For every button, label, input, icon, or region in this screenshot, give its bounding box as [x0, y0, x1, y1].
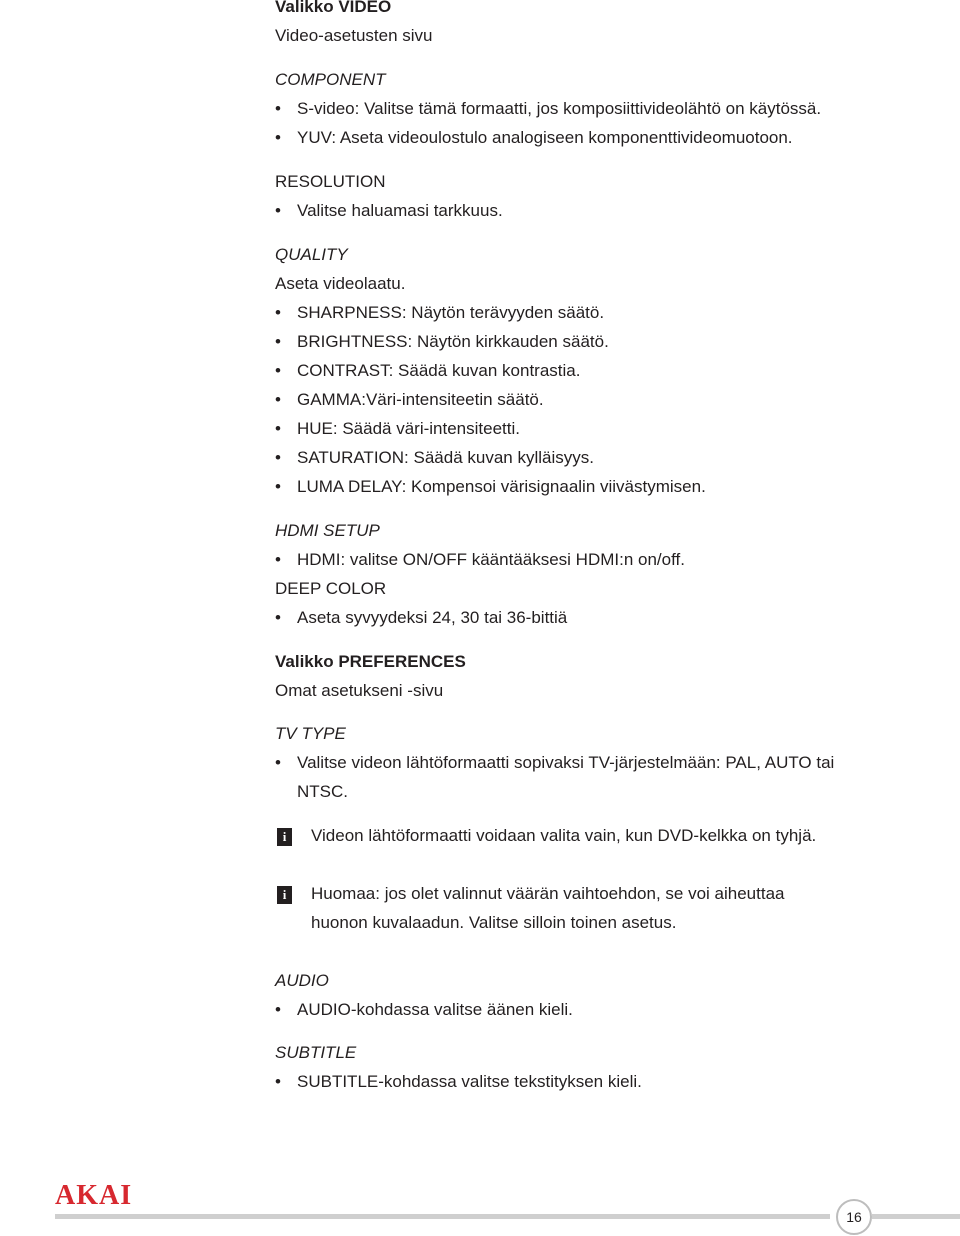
subtitle-title: SUBTITLE: [275, 1043, 357, 1062]
audio-title: AUDIO: [275, 971, 329, 990]
video-menu-subheading: Video-asetusten sivu: [275, 26, 433, 45]
info-icon: i: [277, 828, 292, 846]
note-text: Videon lähtöformaatti voidaan valita vain, kun DVD-kelkka on tyhjä.: [311, 826, 817, 845]
quality-title: QUALITY: [275, 245, 348, 264]
preferences-menu-subheading: Omat asetukseni -sivu: [275, 681, 444, 700]
deep-color-title: DEEP COLOR: [275, 579, 387, 598]
component-title: COMPONENT: [275, 70, 386, 89]
video-menu-heading: Valikko VIDEO: [275, 0, 392, 16]
resolution-title: RESOLUTION: [275, 172, 386, 191]
tv-type-title: TV TYPE: [275, 724, 346, 743]
note-text: huonon kuvalaadun. Valitse silloin toinen asetus.: [311, 913, 677, 932]
footer-divider: [55, 1214, 830, 1219]
info-icon: i: [277, 886, 292, 904]
page-number: 16: [836, 1199, 872, 1235]
akai-logo: AKAI: [55, 1180, 133, 1211]
hdmi-setup-title: HDMI SETUP: [275, 521, 380, 540]
note-text: Huomaa: jos olet valinnut väärän vaihtoehdon, se voi aiheuttaa: [311, 884, 785, 903]
quality-intro: Aseta videolaatu.: [275, 274, 406, 293]
list-item-continuation: NTSC.: [297, 782, 348, 801]
preferences-menu-heading: Valikko PREFERENCES: [275, 652, 466, 671]
footer-divider: [872, 1214, 960, 1219]
